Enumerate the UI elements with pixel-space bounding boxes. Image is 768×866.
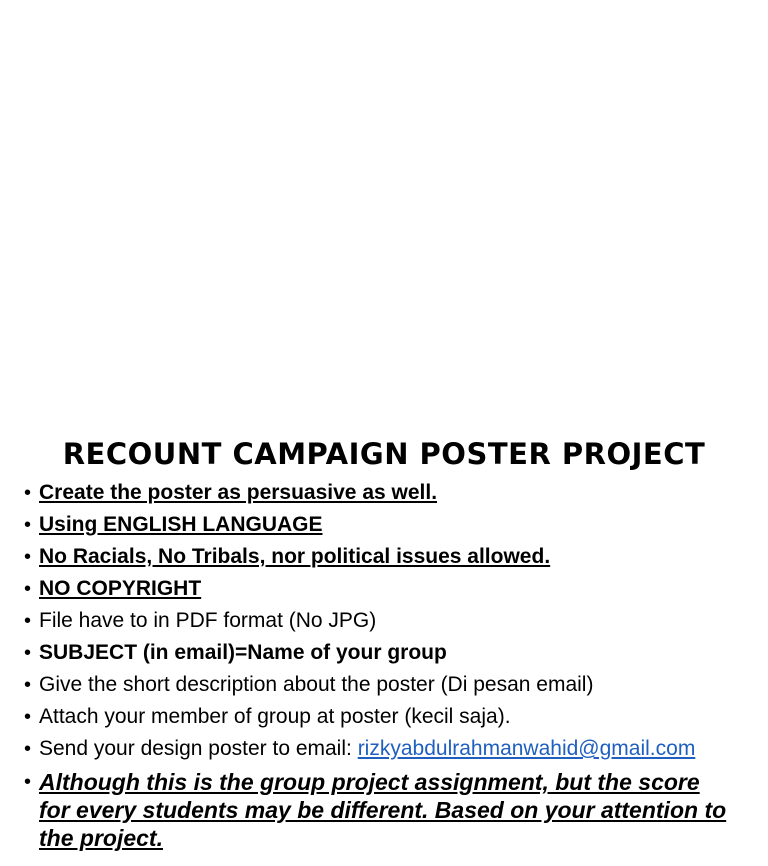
bullet-dot-icon: • [24, 706, 32, 728]
bullet-text: NO COPYRIGHT [39, 577, 202, 600]
bullet-item-send-email [24, 733, 736, 765]
bullet-item-description [24, 669, 736, 701]
bullet-item-no-racials [24, 541, 736, 573]
bullet-text: No Racials, No Tribals, nor political issues allowed. [39, 545, 551, 568]
bullet-text: SUBJECT (in email)=Name of your group [39, 641, 447, 664]
bullet-text: Although this is the group project assignment, but the score for every students may be different. Based on your attention to the project. [39, 769, 727, 851]
email-link[interactable]: rizkyabdulrahmanwahid@gmail.com [357, 737, 696, 760]
bullet-dot-icon: • [24, 514, 32, 536]
bullet-item-no-copyright [24, 573, 736, 605]
bullet-dot-icon: • [24, 738, 32, 760]
bullet-text: Using ENGLISH LANGUAGE [39, 513, 323, 536]
bullet-dot-icon: • [24, 482, 32, 504]
bullet-item-attach-members [24, 701, 736, 733]
bullet-list [24, 477, 736, 852]
bullet-item-score-note [24, 768, 736, 852]
bullet-dot-icon: • [24, 578, 32, 600]
bullet-item-persuasive [24, 477, 736, 509]
bullet-dot-icon: • [24, 610, 32, 632]
bullet-dot-icon: • [24, 771, 32, 793]
bullet-text: Send your design poster to email: [39, 737, 358, 760]
bullet-item-english [24, 509, 736, 541]
bullet-text: Attach your member of group at poster (kecil saja). [39, 705, 511, 728]
bullet-dot-icon: • [24, 674, 32, 696]
slide-title: RECOUNT CAMPAIGN POSTER PROJECT [62, 437, 706, 471]
bullet-item-subject [24, 637, 736, 669]
bullet-dot-icon: • [24, 546, 32, 568]
bullet-item-pdf-format [24, 605, 736, 637]
bullet-dot-icon: • [24, 642, 32, 664]
bullet-text: File have to in PDF format (No JPG) [39, 609, 377, 632]
bullet-text: Give the short description about the poster (Di pesan email) [39, 673, 594, 696]
bullet-text: Create the poster as persuasive as well. [39, 481, 438, 504]
